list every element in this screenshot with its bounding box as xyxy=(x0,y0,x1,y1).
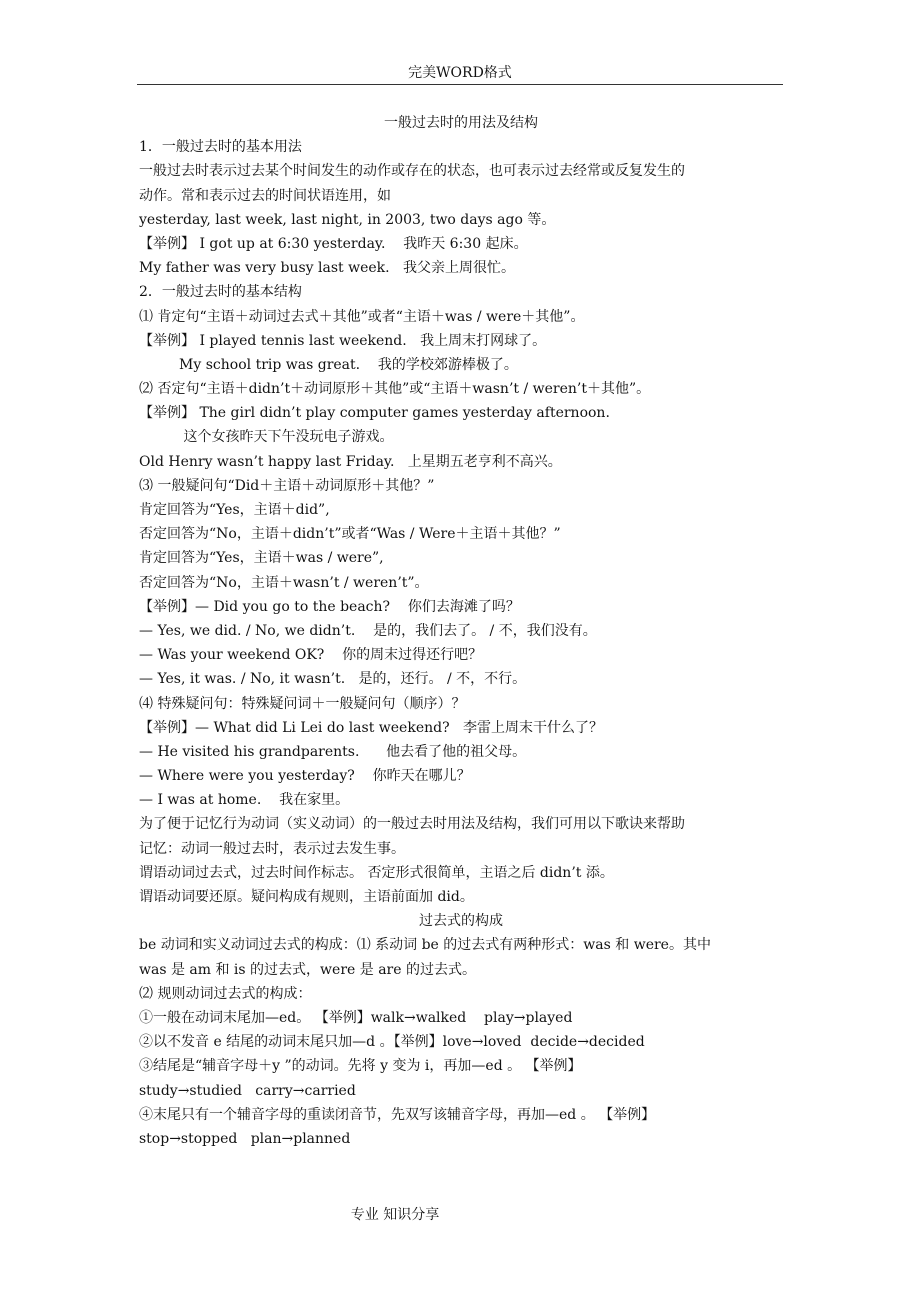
text-line: — I was at home. 我在家里。 xyxy=(139,792,350,809)
text-line: 一般过去时表示过去某个时间发生的动作或存在的状态，也可表示过去经常或反复发生的 xyxy=(139,163,685,180)
document-title: 一般过去时的用法及结构 xyxy=(384,115,538,131)
text-line: — He visited his grandparents. 他去看了他的祖父母。 xyxy=(139,743,527,760)
text-line: 【举例】 I got up at 6:30 yesterday. 我昨天 6:30 起床。 xyxy=(139,235,528,252)
text-line: be 动词和实义动词过去式的构成：⑴ 系动词 be 的过去式有两种形式：was 和 were。其中 xyxy=(139,937,711,954)
text-line: ⑴ 肯定句“主语＋动词过去式＋其他”或者“主语＋was / were＋其他”。 xyxy=(139,308,585,325)
text-line: 否定回答为“No，主语＋didn’t”或者“Was / Were＋主语＋其他？” xyxy=(139,526,561,543)
text-line: ⑵ 规则动词过去式的构成： xyxy=(139,985,312,1002)
text-line: — Yes, we did. / No, we didn’t. 是的，我们去了。 / 不，我们没有。 xyxy=(139,622,597,639)
text-line: ⑷ 特殊疑问句：特殊疑问词＋一般疑问句（顺序）？ xyxy=(139,695,466,712)
text-line: 谓语动词要还原。疑问构成有规则，主语前面加 did。 xyxy=(139,889,474,905)
text-line: 【举例】 The girl didn’t play computer games yesterday afternoon. xyxy=(139,405,610,422)
text-line: — Was your weekend OK? 你的周末过得还行吧？ xyxy=(139,647,483,664)
text-line: 记忆：动词一般过去时，表示过去发生事。 xyxy=(139,840,405,857)
body-section-usage xyxy=(139,135,783,909)
text-line: 1．一般过去时的基本用法 xyxy=(139,139,302,156)
body-section-formation xyxy=(139,933,783,1151)
text-line: 【举例】— Did you go to the beach? 你们去海滩了吗？ xyxy=(139,598,520,615)
document-body xyxy=(139,111,783,1151)
text-line: 肯定回答为“Yes，主语＋did”, xyxy=(139,502,330,518)
text-line: — Where were you yesterday? 你昨天在哪儿？ xyxy=(139,768,471,785)
page-footer: 专业 知识分享 xyxy=(350,1207,440,1223)
text-line: Old Henry wasn’t happy last Friday. 上星期五老亨利不高兴。 xyxy=(139,453,562,470)
text-line: ②以不发音 e 结尾的动词末尾只加—d 。【举例】love→loved decide→decided xyxy=(139,1034,645,1051)
text-line: My father was very busy last week. 我父亲上周很忙。 xyxy=(139,260,515,277)
text-line: 【举例】 I played tennis last weekend. 我上周末打网球了。 xyxy=(139,332,547,349)
text-line: — Yes, it was. / No, it wasn’t. 是的，还行。 / 不，不行。 xyxy=(139,671,527,688)
text-line: study→studied carry→carried xyxy=(139,1082,356,1099)
text-line: 谓语动词过去式，过去时间作标志。 否定形式很简单，主语之后 didn’t 添。 xyxy=(139,864,614,881)
text-line: 【举例】— What did Li Lei do last weekend? 李雷上周末干什么了？ xyxy=(139,719,603,736)
text-line: 动作。常和表示过去的时间状语连用，如 xyxy=(139,187,391,204)
page-header: 完美WORD格式 xyxy=(408,65,512,81)
text-line: was 是 am 和 is 的过去式，were 是 are 的过去式。 xyxy=(139,961,476,978)
text-line: 为了便于记忆行为动词（实义动词）的一般过去时用法及结构，我们可用以下歌诀来帮助 xyxy=(139,816,685,833)
section-subtitle: 过去式的构成 xyxy=(419,913,503,930)
text-line: ⑶ 一般疑问句“Did＋主语＋动词原形＋其他？” xyxy=(139,477,435,494)
text-line: 肯定回答为“Yes，主语＋was / were”, xyxy=(139,550,384,567)
text-line: ④末尾只有一个辅音字母的重读闭音节，先双写该辅音字母，再加—ed 。 【举例】 xyxy=(139,1106,656,1123)
text-line: ①一般在动词末尾加—ed。 【举例】walk→walked play→played xyxy=(139,1009,573,1026)
text-line: 否定回答为“No，主语＋wasn’t / weren’t”。 xyxy=(139,574,429,591)
header-divider xyxy=(137,84,783,85)
text-line: ③结尾是“辅音字母＋y ”的动词。先将 y 变为 i，再加—ed 。 【举例】 xyxy=(139,1058,582,1075)
text-line: yesterday, last week, last night, in 2003, two days ago 等。 xyxy=(139,211,556,228)
text-line: stop→stopped plan→planned xyxy=(139,1130,351,1147)
text-line: 这个女孩昨天下午没玩电子游戏。 xyxy=(139,429,394,446)
text-line: ⑵ 否定句“主语＋didn’t＋动词原形＋其他”或“主语＋wasn’t / weren’t＋其他”。 xyxy=(139,381,651,398)
text-line: 2．一般过去时的基本结构 xyxy=(139,284,302,301)
text-line: My school trip was great. 我的学校郊游棒极了。 xyxy=(139,356,518,373)
